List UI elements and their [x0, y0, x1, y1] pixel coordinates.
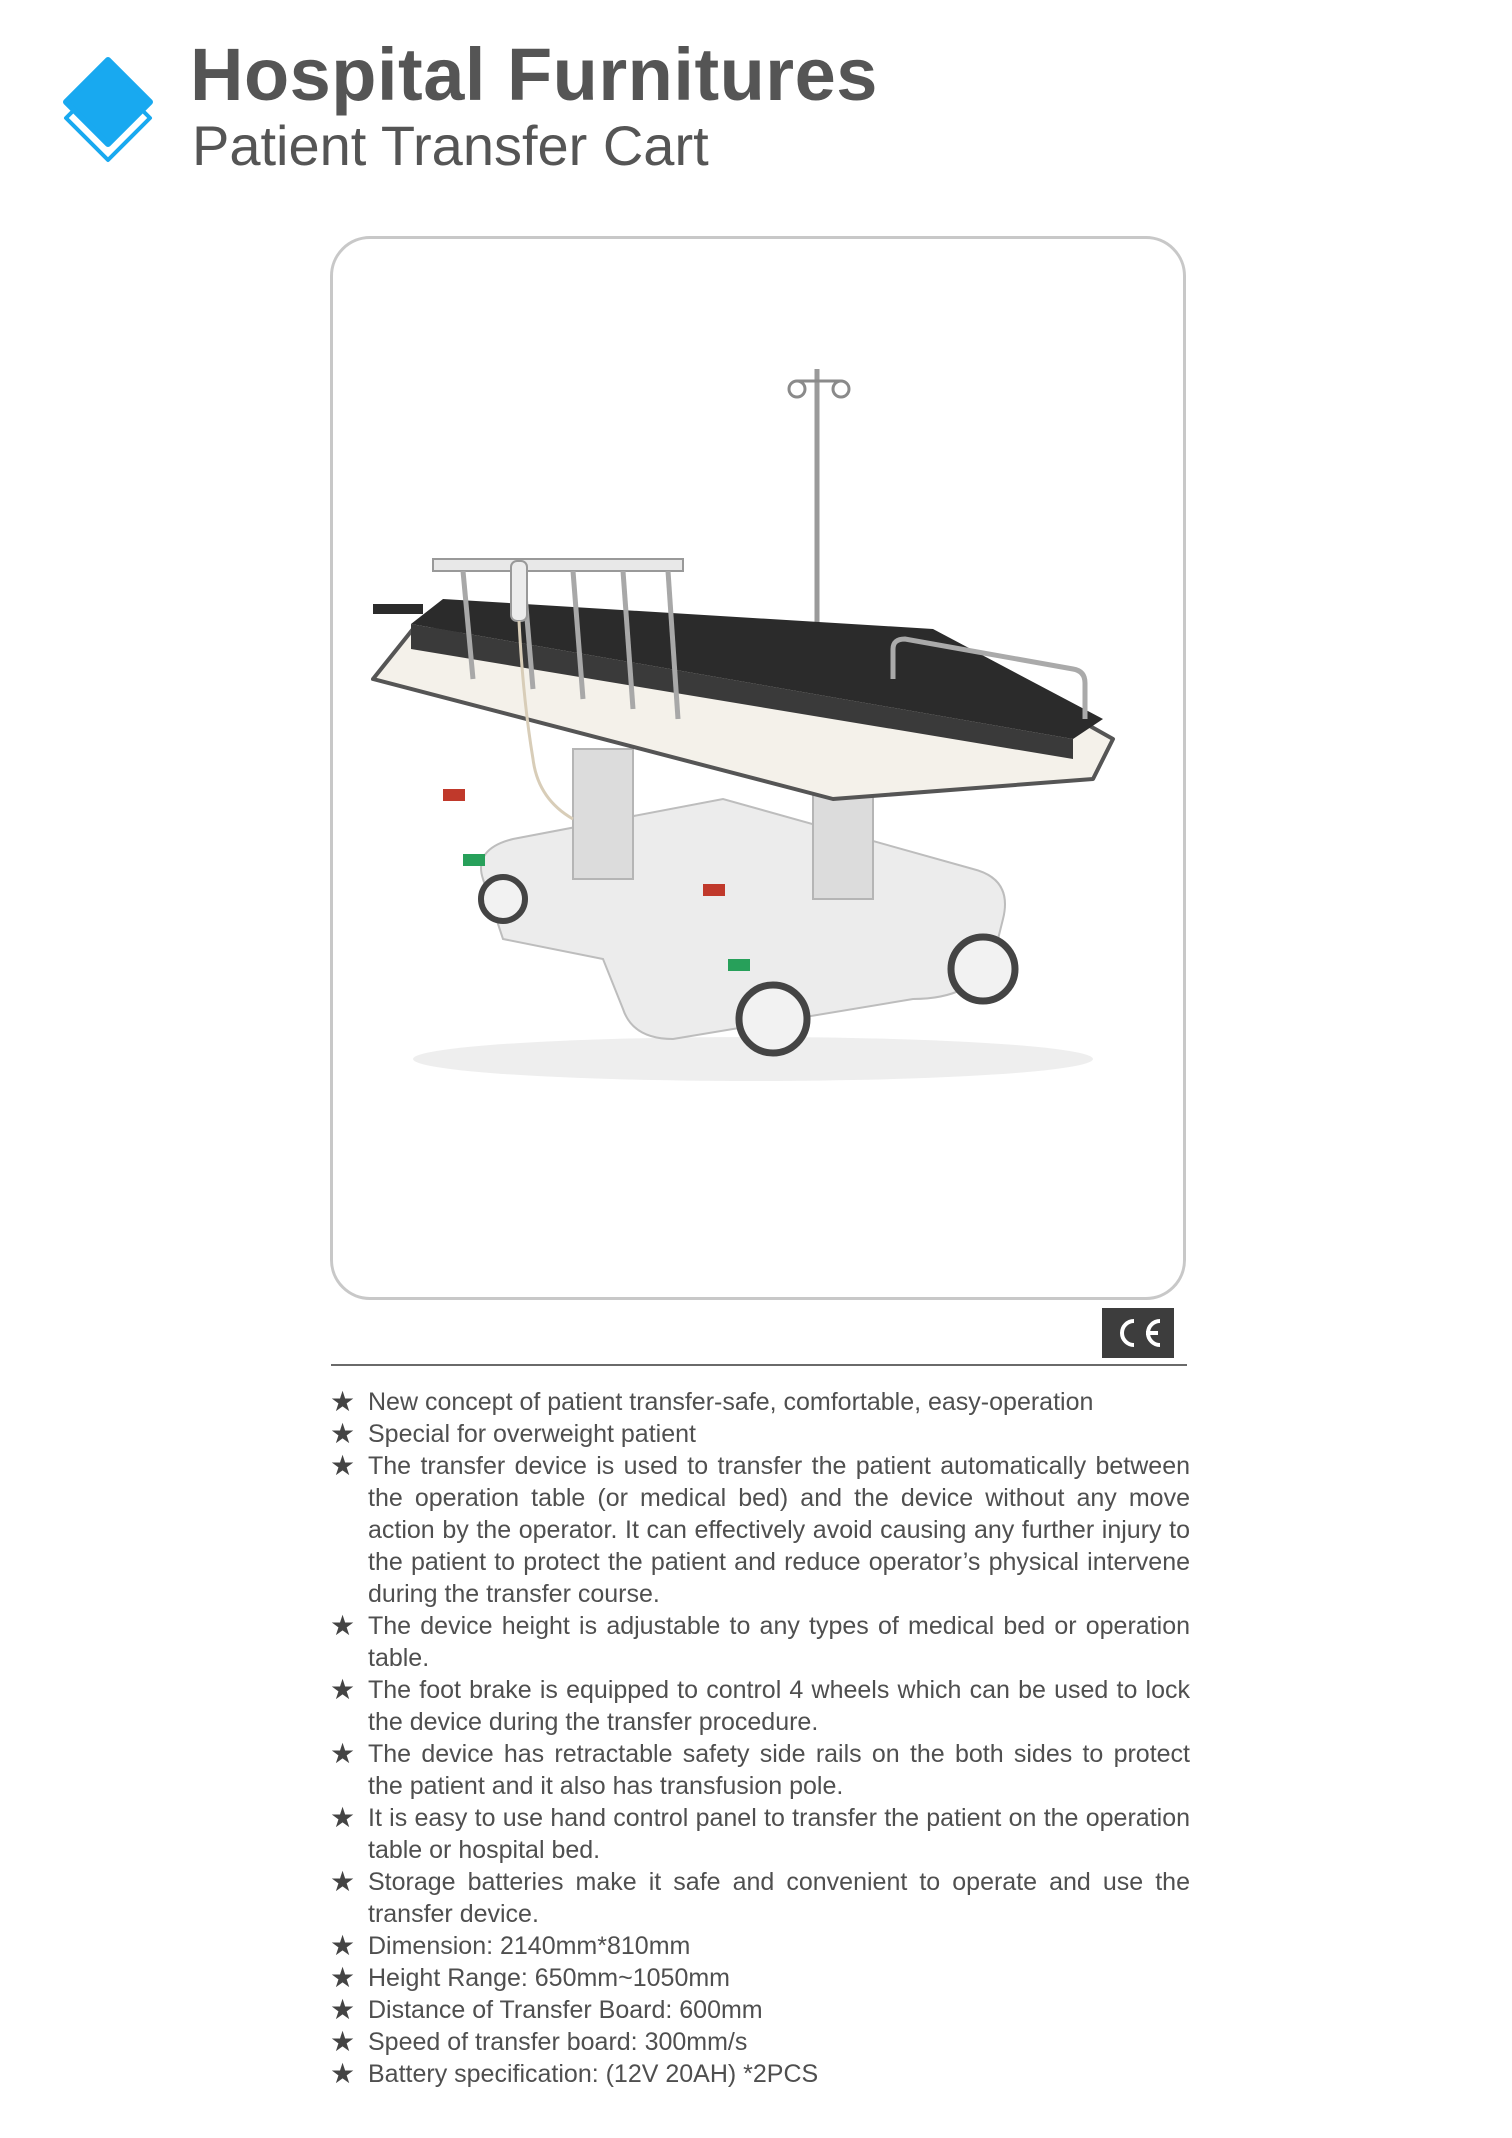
feature-item: ★ Special for overweight patient [330, 1417, 696, 1450]
star-icon: ★ [330, 1449, 356, 1482]
star-icon: ★ [330, 1609, 356, 1642]
feature-item: ★ Height Range: 650mm~1050mm [330, 1961, 730, 1994]
page-title: Hospital Furnitures [190, 33, 878, 116]
star-icon: ★ [330, 1385, 356, 1418]
feature-item: ★ The transfer device is used to transfer the patient automatically between the operation table (or medical bed) and the device without any move action by the operator. It can effectively avoid causing any further injury to the patient to protect the patient and reduce operator’s physical intervene during the transfer course. [330, 1449, 1190, 1608]
star-icon: ★ [330, 1737, 356, 1770]
star-icon: ★ [330, 1865, 356, 1898]
page-subtitle: Patient Transfer Cart [192, 114, 709, 177]
feature-item: ★ Dimension: 2140mm*810mm [330, 1929, 691, 1962]
star-icon: ★ [330, 1993, 356, 2026]
star-icon: ★ [330, 1801, 356, 1834]
feature-item: ★ Battery specification: (12V 20AH) *2PCS [330, 2057, 819, 2090]
star-icon: ★ [330, 2057, 356, 2090]
feature-item: ★ The foot brake is equipped to control 4 wheels which can be used to lock the device during the transfer procedure. [330, 1673, 1190, 1736]
feature-item: ★ It is easy to use hand control panel to transfer the patient on the operation table or hospital bed. [330, 1801, 1190, 1864]
brand-logo-icon [58, 54, 158, 164]
product-image-frame [330, 236, 1186, 1300]
feature-item: ★ Storage batteries make it safe and convenient to operate and use the transfer device. [330, 1865, 1190, 1928]
transfer-cart-illustration [333, 239, 1189, 1303]
feature-item: ★ New concept of patient transfer-safe, comfortable, easy-operation [330, 1385, 1094, 1418]
star-icon: ★ [330, 1961, 356, 1994]
star-icon: ★ [330, 1673, 356, 1706]
feature-list [330, 1386, 1190, 2090]
feature-item: ★ Speed of transfer board: 300mm/s [330, 2025, 748, 2058]
star-icon: ★ [330, 2025, 356, 2058]
feature-item: ★ The device has retractable safety side rails on the both sides to protect the patient and it also has transfusion pole. [330, 1737, 1190, 1800]
feature-item: ★ The device height is adjustable to any types of medical bed or operation table. [330, 1609, 1190, 1672]
star-icon: ★ [330, 1929, 356, 1962]
section-divider [331, 1364, 1187, 1366]
star-icon: ★ [330, 1417, 356, 1450]
feature-item: ★ Distance of Transfer Board: 600mm [330, 1993, 763, 2026]
ce-certification-icon [1102, 1308, 1174, 1358]
